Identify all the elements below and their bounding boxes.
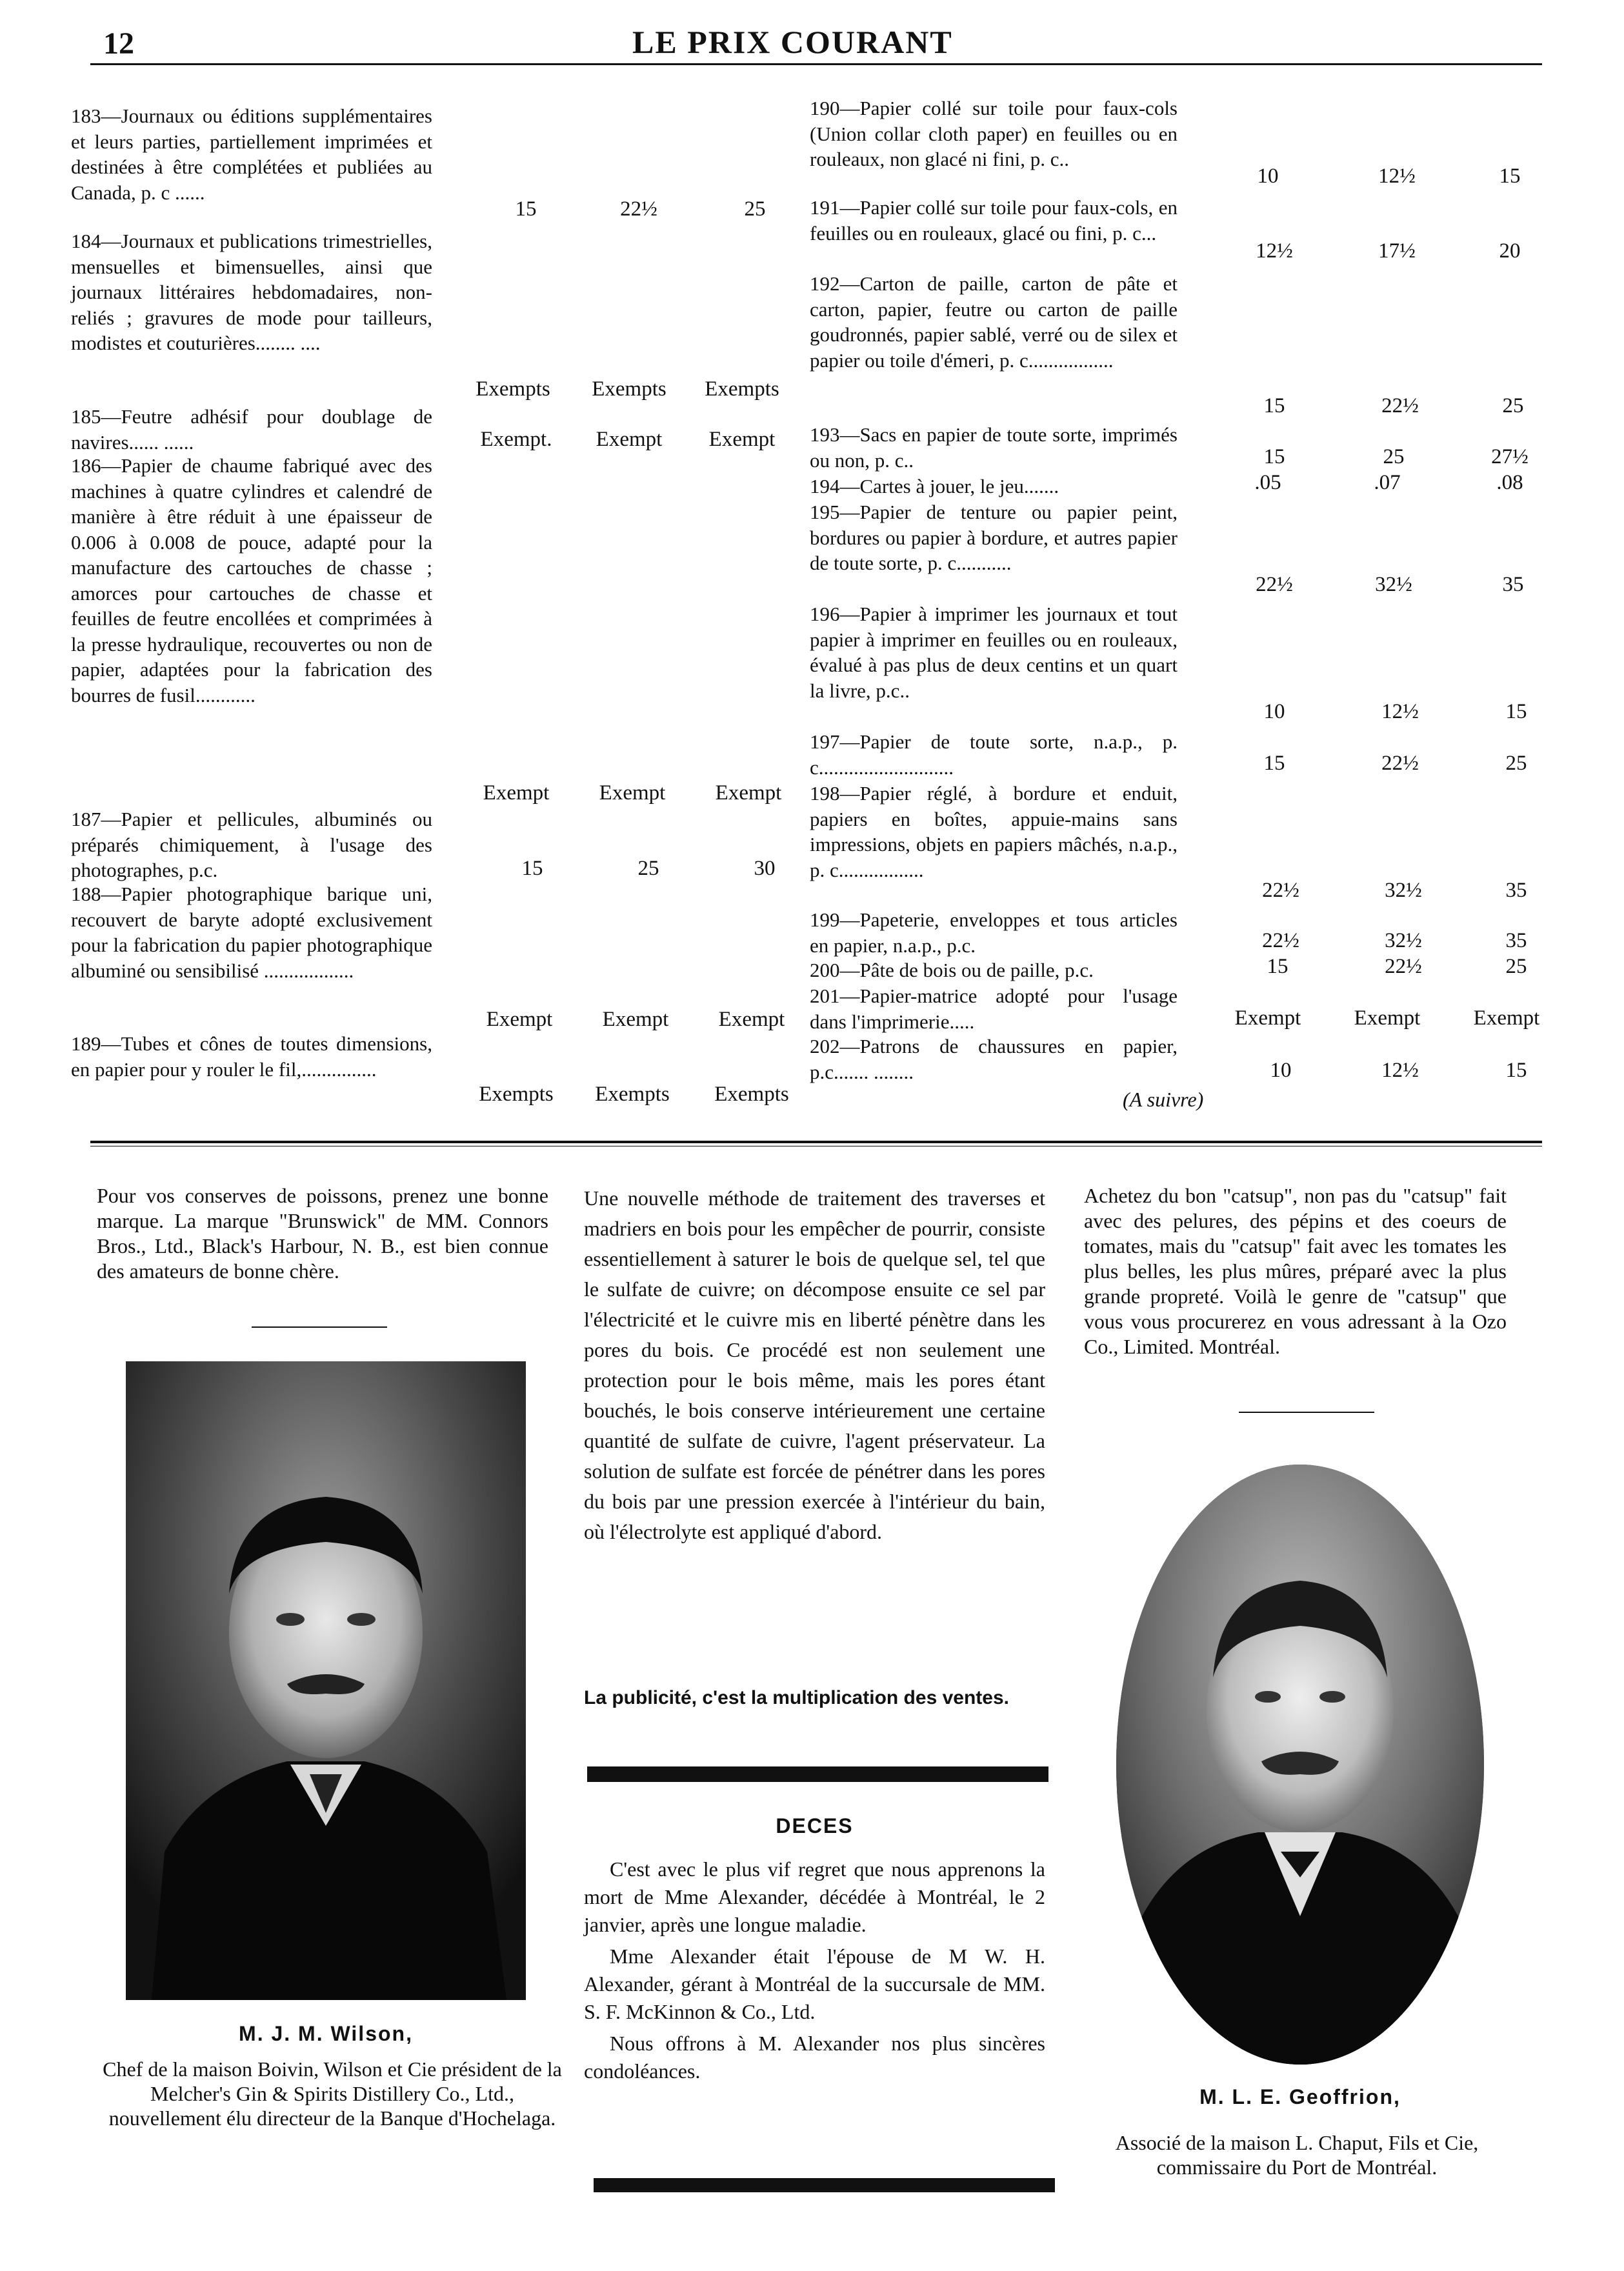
tariff-text: 197—Papier de toute sorte, n.a.p., p. c........................... <box>810 730 1178 779</box>
tariff-rate-196-1: 10 <box>1263 700 1285 723</box>
tariff-rate-193-1: 15 <box>1263 445 1285 468</box>
tariff-entry-193 <box>810 422 1178 472</box>
tariff-rate-185-2: Exempt <box>596 428 663 451</box>
brunswick-ad <box>97 1183 548 1284</box>
tariff-text: 198—Papier réglé, à bordure et enduit, papiers en boîtes, appuie-mains sans impressions, objets en papiers mâchés, n.a.p., p. c................. <box>810 782 1178 881</box>
portrait-geoffrion-image <box>1116 1465 1484 2065</box>
tariff-rate-195-3: 35 <box>1502 573 1524 596</box>
wilson-caption: Chef de la maison Boivin, Wilson et Cie président de la Melcher's Gin & Spirits Distillery Co., Ltd., nouvellement élu directeur de la Banque d'Hochelaga. <box>103 2057 562 2130</box>
tariff-rate-187-1: 15 <box>521 857 543 880</box>
tariff-rate-191-3: 20 <box>1499 239 1521 263</box>
ad-divider <box>252 1326 387 1328</box>
brunswick-ad-text: Pour vos conserves de poissons, prenez une bonne marque. La marque "Brunswick" de MM. Connors Bros., Ltd., Black's Harbour, N. B., est bien connue des amateurs de bonne chère. <box>97 1184 548 1283</box>
deces-paragraph-3: Nous offrons à M. Alexander nos plus sincères condoléances. <box>584 2032 1045 2083</box>
tariff-text: 193—Sacs en papier de toute sorte, imprimés ou non, p. c.. <box>810 423 1178 472</box>
tariff-rate-200-1: 15 <box>1267 955 1288 978</box>
page-number: 12 <box>103 26 134 61</box>
tariff-rate-193-2: 25 <box>1383 445 1405 468</box>
tariff-text: 184—Journaux et publications trimestrielles, mensuelles et bimensuelles, ainsi que journaux littéraires hebdomadaires, non-reliés ; gravures de mode pour tailleurs, modistes et couturières........ .... <box>71 230 432 354</box>
catsup-ad <box>1084 1183 1507 1359</box>
tariff-entry-195 <box>810 499 1178 601</box>
tariff-entry-197 <box>810 729 1178 779</box>
tariff-rate-183-1: 15 <box>515 197 537 221</box>
tariff-rate-198-1: 22½ <box>1262 879 1299 902</box>
portrait-geoffrion <box>1116 1465 1484 2065</box>
deces-paragraph-2: Mme Alexander était l'épouse de M W. H. Alexander, gérant à Montréal de la succursale de MM. S. F. McKinnon & Co., Ltd. <box>584 1945 1045 2023</box>
catsup-ad-text: Achetez du bon "catsup", non pas du "catsup" fait avec des pelures, des pépins et des coeurs de tomates, mais du "catsup" fait avec les tomates les plus belles, les plus mûres, préparé avec la plus grande propreté. Voilà le genre de "catsup" que vous vous procurerez en vous adressant à la Ozo Co., Limited. Montréal. <box>1084 1184 1507 1358</box>
ad-divider-right <box>1239 1412 1374 1413</box>
tariff-rate-189-2: Exempts <box>595 1083 670 1106</box>
tariff-entry-184 <box>71 228 432 406</box>
tariff-rate-199-1: 22½ <box>1262 929 1299 952</box>
tariff-rate-192-1: 15 <box>1263 394 1285 417</box>
portrait-wilson <box>126 1361 526 2000</box>
tariff-text: 186—Papier de chaume fabriqué avec des machines à quatre cylindres et calendré de manière à être réduit à une épaisseur de 0.006 à 0.008 de pouce, adapté pour la manufacture des cartouches de chasse ; amorces pour cartouches de chasse et feuilles de feutre encollées et comprimées à la presse hydraulique, recouvertes ou non de papier, adaptées pour la fabrication des bourres de fusil............ <box>71 454 432 706</box>
tariff-entry-192 <box>810 271 1178 423</box>
wood-treatment-text: Une nouvelle méthode de traitement des traverses et madriers en bois pour les empêcher de pourrir, consiste essentiellement à saturer le bois de quelque sel, tel que le sulfate de cuivre; on décompose ensuite ce sel par l'électricité et le cuivre mis en liberté pénètre dans les pores du bois. Ce procédé est non seulement une protection pour le bois même, mais les pores étant bouchés, le bois conserve intérieurement une certaine quantité de sulfate de cuivre, l'agent préservateur. La solution de sulfate est forcée de pénétrer dans les pores du bois par une pression exercée à l'intérieur du bain, où l'électrolyte est appliqué d'abord. <box>584 1186 1045 1543</box>
tariff-entry-190 <box>810 95 1178 197</box>
portrait-wilson-image <box>126 1361 526 2000</box>
tariff-text: 191—Papier collé sur toile pour faux-cols, en feuilles ou en rouleaux, glacé ou fini, p. c... <box>810 196 1178 245</box>
tariff-rate-189-3: Exempts <box>714 1083 789 1106</box>
tariff-rate-183-3: 25 <box>744 197 766 221</box>
tariff-entry-201 <box>810 983 1178 1034</box>
tariff-text: 194—Cartes à jouer, le jeu....... <box>810 475 1059 497</box>
tariff-text: 190—Papier collé sur toile pour faux-cols (Union collar cloth paper) en feuilles ou en rouleaux, non glacé ni fini, p. c.. <box>810 97 1178 170</box>
tariff-text: 183—Journaux ou éditions supplémentaires et leurs parties, partiellement imprimées et destinées à être complétées et publiées au Canada, p. c ...... <box>71 105 432 204</box>
tariff-text: 192—Carton de paille, carton de pâte et carton, papier, feutre ou carton de paille goudronnés, papier sablé, verré ou de silex et papier ou toile d'émeri, p. c................. <box>810 272 1178 372</box>
advertising-slogan: La publicité, c'est la multiplication des ventes. <box>584 1687 1009 1708</box>
tariff-rate-194-3: .08 <box>1496 471 1523 494</box>
tariff-rate-197-2: 22½ <box>1381 752 1419 775</box>
tariff-entry-199 <box>810 907 1178 957</box>
tariff-rate-186-3: Exempt <box>715 781 782 805</box>
tariff-entry-198 <box>810 781 1178 908</box>
tariff-entry-188 <box>71 881 432 1034</box>
tariff-rate-184-3: Exempts <box>705 377 779 401</box>
tariff-entry-196 <box>810 601 1178 729</box>
tariff-rate-200-2: 22½ <box>1385 955 1422 978</box>
tariff-rate-192-2: 22½ <box>1381 394 1419 417</box>
tariff-entry-202 <box>810 1034 1178 1084</box>
geoffrion-name: M. L. E. Geoffrion, <box>1199 2085 1401 2108</box>
tariff-rate-191-1: 12½ <box>1256 239 1293 263</box>
tariff-rate-185-3: Exempt <box>708 428 776 451</box>
tariff-entry-186 <box>71 453 432 809</box>
tariff-rate-201-3: Exempt <box>1473 1006 1540 1030</box>
tariff-rate-190-2: 12½ <box>1378 165 1416 188</box>
tariff-text: 195—Papier de tenture ou papier peint, bordures ou papier à bordure, et autres papier de toute sorte, p. c........... <box>810 501 1178 574</box>
tariff-rate-187-2: 25 <box>637 857 659 880</box>
tariff-rate-188-3: Exempt <box>718 1008 785 1031</box>
tariff-entry-189 <box>71 1031 432 1107</box>
tariff-text: 196—Papier à imprimer les journaux et tout papier à imprimer en feuilles ou en rouleaux, évalué à pas plus de deux centins et un quart la livre, p.c.. <box>810 603 1178 702</box>
tariff-rate-186-2: Exempt <box>599 781 666 805</box>
tariff-rate-193-3: 27½ <box>1491 445 1529 468</box>
deces-title: DECES <box>776 1814 854 1837</box>
tariff-entry-194 <box>810 474 1178 499</box>
tariff-text: 200—Pâte de bois ou de paille, p.c. <box>810 959 1094 981</box>
section-rule <box>90 1141 1542 1143</box>
tariff-rate-184-1: Exempts <box>476 377 550 401</box>
tariff-rate-198-3: 35 <box>1505 879 1527 902</box>
tariff-text: 202—Patrons de chaussures en papier, p.c....... ........ <box>810 1035 1178 1083</box>
a-suivre-note: (A suivre) <box>1123 1088 1204 1111</box>
tariff-rate-188-2: Exempt <box>602 1008 669 1031</box>
tariff-rate-194-2: .07 <box>1374 471 1401 494</box>
tariff-text: 187—Papier et pellicules, albuminés ou préparés chimiquement, à l'usage des photographes, p.c. <box>71 808 432 881</box>
tariff-entry-191 <box>810 195 1178 271</box>
deces-paragraph-1: C'est avec le plus vif regret que nous apprenons la mort de Mme Alexander, décédée à Montréal, le 2 janvier, après une longue maladie. <box>584 1857 1045 1936</box>
tariff-text: 185—Feutre adhésif pour doublage de navires...... ...... <box>71 405 432 454</box>
tariff-text: 199—Papeterie, enveloppes et tous articles en papier, n.a.p., p.c. <box>810 908 1178 957</box>
tariff-rate-198-2: 32½ <box>1385 879 1422 902</box>
deces-bottom-bar <box>594 2178 1055 2192</box>
tariff-entry-200 <box>810 957 1178 983</box>
tariff-text: 189—Tubes et cônes de toutes dimensions, en papier pour y rouler le fil,............... <box>71 1032 432 1081</box>
tariff-rate-189-1: Exempts <box>479 1083 554 1106</box>
tariff-rate-191-2: 17½ <box>1378 239 1416 263</box>
tariff-rate-184-2: Exempts <box>592 377 667 401</box>
tariff-rate-199-2: 32½ <box>1385 929 1422 952</box>
tariff-rate-185-1: Exempt. <box>480 428 552 451</box>
tariff-rate-190-1: 10 <box>1257 165 1279 188</box>
tariff-rate-202-1: 10 <box>1270 1059 1292 1082</box>
tariff-rate-201-1: Exempt <box>1234 1006 1301 1030</box>
tariff-rate-195-2: 32½ <box>1375 573 1412 596</box>
slogan-bar <box>587 1766 1048 1782</box>
tariff-entry-183 <box>71 103 432 217</box>
tariff-rate-183-2: 22½ <box>620 197 657 221</box>
tariff-rate-187-3: 30 <box>754 857 776 880</box>
header-rule <box>90 63 1542 65</box>
tariff-rate-196-2: 12½ <box>1381 700 1419 723</box>
tariff-entry-187 <box>71 806 432 883</box>
tariff-entry-185 <box>71 404 432 454</box>
tariff-rate-186-1: Exempt <box>483 781 550 805</box>
page-title: LE PRIX COURANT <box>632 24 953 60</box>
tariff-rate-188-1: Exempt <box>486 1008 553 1031</box>
wood-treatment-article <box>584 1183 1045 1547</box>
tariff-text: 188—Papier photographique barique uni, recouvert de baryte adopté exclusivement pour la fabrication du papier photographique albuminé ou sensibilisé .................. <box>71 883 432 982</box>
tariff-rate-199-3: 35 <box>1505 929 1527 952</box>
tariff-rate-197-1: 15 <box>1263 752 1285 775</box>
tariff-rate-202-3: 15 <box>1505 1059 1527 1082</box>
tariff-rate-194-1: .05 <box>1254 471 1281 494</box>
tariff-rate-195-1: 22½ <box>1256 573 1293 596</box>
geoffrion-caption: Associé de la maison L. Chaput, Fils et Cie, commissaire du Port de Montréal. <box>1115 2131 1479 2179</box>
tariff-rate-196-3: 15 <box>1505 700 1527 723</box>
tariff-rate-202-2: 12½ <box>1381 1059 1419 1082</box>
tariff-rate-190-3: 15 <box>1499 165 1521 188</box>
tariff-rate-201-2: Exempt <box>1354 1006 1421 1030</box>
tariff-text: 201—Papier-matrice adopté pour l'usage dans l'imprimerie..... <box>810 985 1178 1033</box>
wilson-name: M. J. M. Wilson, <box>239 2022 413 2045</box>
tariff-rate-197-3: 25 <box>1505 752 1527 775</box>
deces-article <box>584 1856 1045 2085</box>
tariff-rate-192-3: 25 <box>1502 394 1524 417</box>
tariff-rate-200-3: 25 <box>1505 955 1527 978</box>
